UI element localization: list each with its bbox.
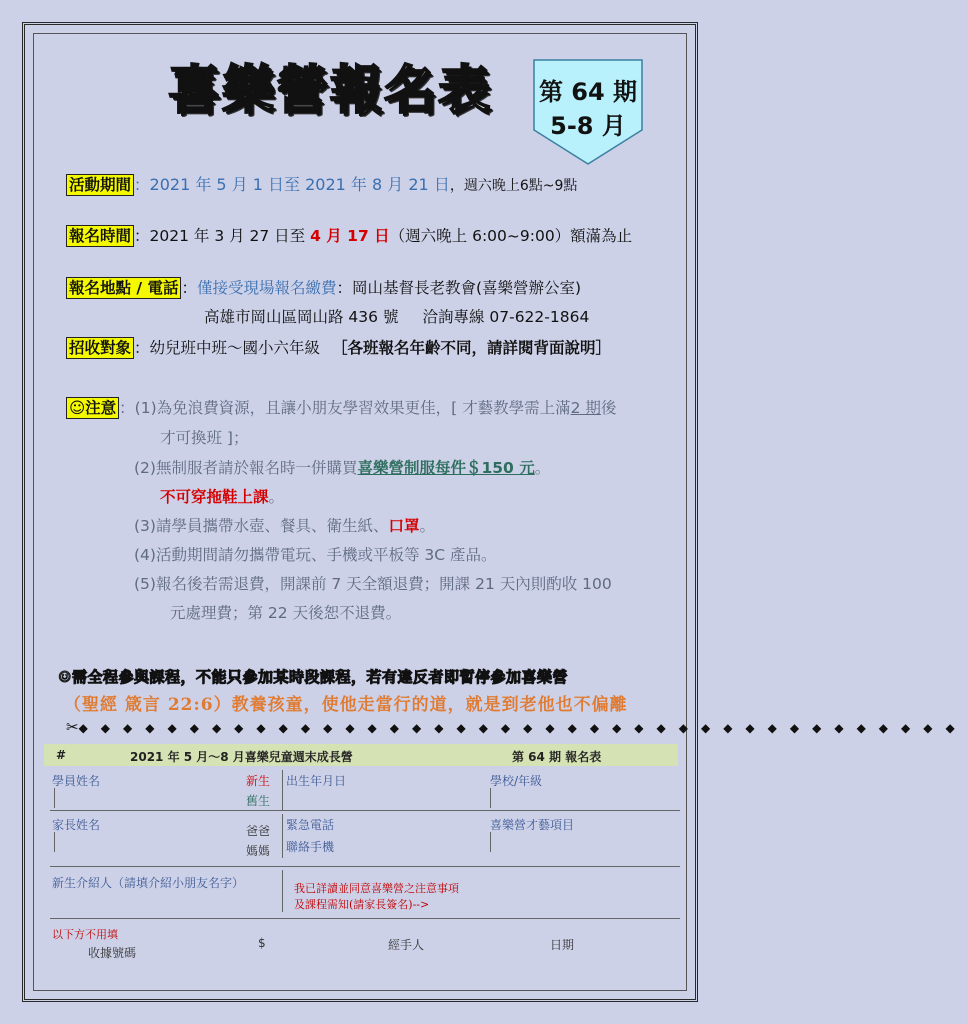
location-address: 高雄市岡山區岡山路 436 號 — [204, 308, 399, 326]
office-use-note: 以下方不用填 — [52, 928, 118, 941]
callout-period: 第 64 期 — [538, 78, 638, 106]
participation-banner: ☺需全程參與課程，不能只參加某時段課程，若有違反者即暫停參加喜樂營 — [58, 668, 568, 686]
location-row — [66, 276, 581, 298]
new-student-option[interactable]: 新生 — [246, 774, 271, 788]
activity-colon: ： — [134, 176, 150, 194]
divider — [282, 870, 283, 912]
address-row — [204, 305, 589, 327]
birthdate-label: 出生年月日 — [286, 774, 347, 788]
registration-text1: ：2021 年 3 月 27 日至 — [134, 227, 311, 245]
student-name-label: 學員姓名 — [52, 774, 101, 788]
note-1-underline: 2 期 — [570, 399, 601, 417]
registration-text2: （週六晚上 6:00~9:00）額滿為止 — [389, 227, 633, 245]
dad-label: 爸爸 — [246, 824, 271, 838]
student-name-field[interactable] — [54, 788, 55, 808]
note-3 — [134, 514, 435, 536]
note-2-slippers: 不可穿拖鞋上課 — [160, 488, 269, 506]
form-period: 第 64 期 報名表 — [512, 750, 602, 764]
note-3-text: (3)請學員攜帶水壺、餐具、衛生紙、 — [134, 517, 389, 535]
consent-line-1: 我已詳讀並同意喜樂營之注意事項 — [294, 882, 459, 895]
receipt-label: 收據號碼 — [88, 946, 137, 960]
note-2-end: 。 — [534, 459, 551, 477]
scissors-icon: ✂ — [66, 718, 79, 736]
school-grade-label: 學校/年級 — [490, 774, 543, 788]
note-3-end: 。 — [419, 517, 435, 535]
activity-row — [66, 172, 577, 195]
note-5: (5)報名後若需退費，開課前 7 天全額退費；開課 21 天內則酌收 100 — [134, 575, 612, 593]
note-2-text: (2)無制服者請於報名時一併購買 — [134, 459, 358, 477]
period-callout — [532, 58, 644, 168]
divider — [50, 918, 680, 919]
amount-label: $ — [258, 936, 266, 950]
parent-name-field[interactable] — [54, 832, 55, 852]
divider — [282, 770, 283, 810]
form-heading: 2021 年 5 月～8 月喜樂兒童週末成長營 — [130, 750, 353, 764]
date-label: 日期 — [550, 938, 575, 952]
consent-line-2: 及課程需知(請家長簽名)--> — [294, 898, 430, 911]
target-row — [66, 336, 611, 358]
divider — [50, 866, 680, 867]
activity-label: 活動期間 — [66, 174, 134, 196]
scripture-banner: （聖經 箴言 22:6）教養孩童，使他走當行的道，就是到老他也不偏離 — [64, 695, 628, 715]
callout-months: 5-8 月 — [550, 112, 626, 140]
note-2 — [134, 456, 550, 478]
registration-deadline: 4 月 17 日 — [310, 227, 390, 245]
location-note: 僅接受現場報名繳費 — [196, 279, 337, 297]
divider — [50, 810, 680, 811]
note-2-cont-end: 。 — [268, 488, 285, 506]
activity-dates: 2021 年 5 月 1 日至 2021 年 8 月 21 日 — [149, 175, 450, 194]
note-3-mask: 口罩 — [388, 517, 420, 535]
handler-label: 經手人 — [388, 938, 425, 952]
location-label: 報名地點 / 電話 — [66, 277, 181, 299]
registration-row — [66, 224, 632, 246]
cut-line — [66, 718, 968, 736]
note-1-cont: 才可換班 ]； — [160, 429, 249, 447]
location-colon: ： — [181, 279, 197, 297]
form-header — [44, 744, 678, 766]
referrer-label: 新生介紹人（請填介紹小朋友名字） — [52, 876, 245, 890]
registration-label: 報名時間 — [66, 225, 134, 247]
note-1 — [66, 396, 616, 418]
note-5-cont: 元處理費；第 22 天後恕不退費。 — [170, 604, 402, 622]
mom-label: 媽媽 — [246, 844, 271, 858]
cut-dots: ◆◆◆◆◆◆◆◆◆◆◆◆◆◆◆◆◆◆◆◆◆◆◆◆◆◆◆◆◆◆◆◆◆◆◆◆◆◆◆◆ — [78, 721, 968, 735]
target-text: ：幼兒班中班～國小六年級 — [134, 339, 321, 357]
target-label: 招收對象 — [66, 337, 134, 359]
talent-field[interactable] — [490, 832, 491, 852]
emergency-phone-label: 緊急電話 — [286, 818, 335, 832]
location-place: ：岡山基督長老教會(喜樂營辦公室) — [336, 279, 582, 297]
note-2-uniform: 喜樂營制服每件＄150 元 — [357, 459, 535, 477]
target-bracket: ［各班報名年齡不同，請詳閱背面說明］ — [332, 339, 612, 357]
registration-form — [44, 766, 678, 996]
activity-time: ，週六晚上6點~9點 — [449, 178, 578, 194]
location-phone: 洽詢專線 07-622-1864 — [422, 308, 590, 326]
old-student-option[interactable]: 舊生 — [246, 794, 271, 808]
note-1-tail: 後 — [600, 399, 617, 417]
note-1-text: ：(1)為免浪費資源，且讓小朋友學習效果更佳，[ 才藝教學需上滿 — [119, 399, 571, 417]
contact-phone-label: 聯絡手機 — [286, 840, 335, 854]
divider — [282, 814, 283, 858]
school-grade-field[interactable] — [490, 788, 491, 808]
notes-label: ☺注意 — [66, 397, 119, 419]
parent-name-label: 家長姓名 — [52, 818, 101, 832]
note-2-cont — [160, 485, 284, 507]
talent-label: 喜樂營才藝項目 — [490, 818, 575, 832]
page-title: 喜樂營報名表 — [168, 61, 493, 121]
note-4: (4)活動期間請勿攜帶電玩、手機或平板等 3C 產品。 — [134, 546, 497, 564]
form-hash: # — [56, 748, 67, 762]
